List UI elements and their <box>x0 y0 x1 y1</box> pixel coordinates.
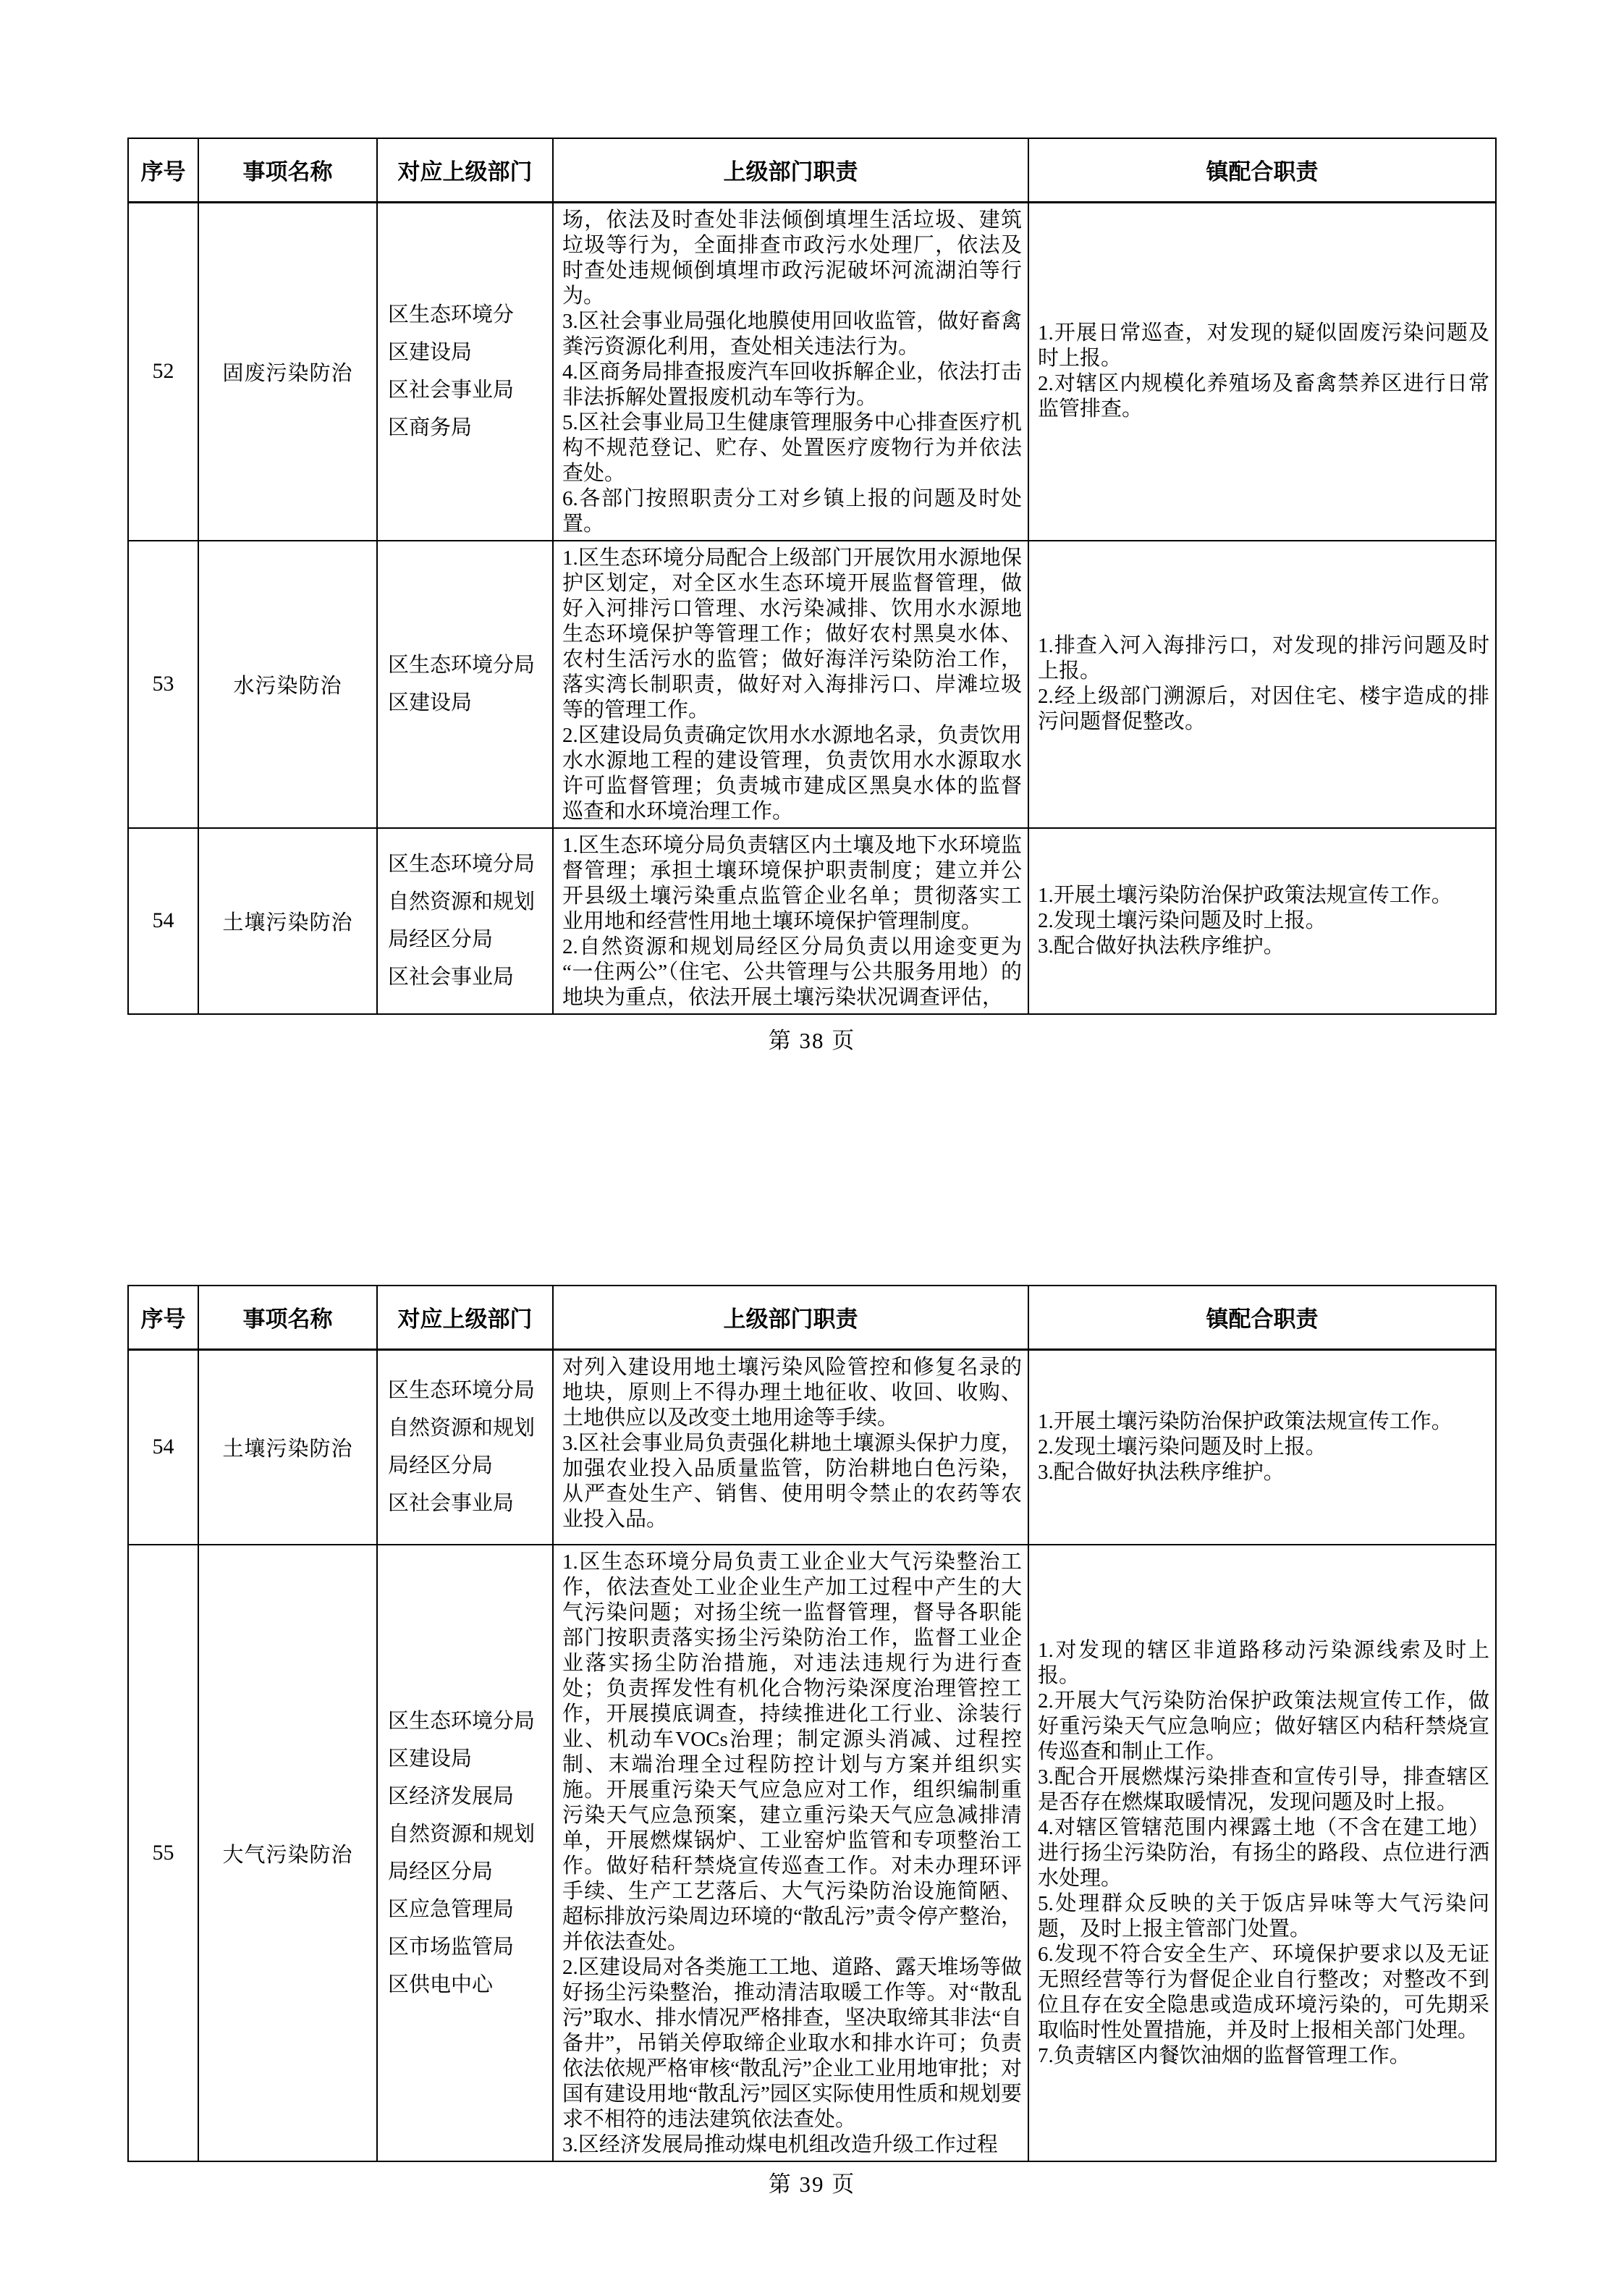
text-line: 2.自然资源和规划局经区分局负责以用途变更为“一住两公”（住宅、公共管理与公共服务用地）的地块为重点，依法开展土壤污染状况调查评估， <box>562 934 1022 1009</box>
table-row-52 <box>128 202 1496 541</box>
text-line: 3.配合做好执法秩序维护。 <box>1038 1460 1285 1484</box>
text-line: 区社会事业局 <box>388 966 515 989</box>
table-row-55 <box>128 1545 1496 2161</box>
page-number-38: 第 38 页 <box>768 1028 856 1053</box>
text-line: 3.区经济发展局推动煤电机组改造升级工作过程 <box>562 2133 998 2156</box>
item-name-cell: 固废污染防治 <box>198 202 377 541</box>
text-line: 2.发现土壤污染问题及时上报。 <box>1038 1435 1327 1459</box>
text-line: 2.开展大气污染防治保护政策法规宣传工作，做好重污染天气应急响应；做好辖区内秸秆禁烧宣传巡查和制止工作。 <box>1038 1689 1489 1763</box>
departments-cell <box>377 1545 553 2161</box>
text-line: 1.对发现的辖区非道路移动污染源线索及时上报。 <box>1038 1638 1489 1687</box>
item-name-cell: 土壤污染防治 <box>198 1349 377 1545</box>
departments-cell <box>377 828 553 1014</box>
text-line: 1.排查入河入海排污口，对发现的排污问题及时上报。 <box>1038 634 1489 683</box>
text-line: 4.区商务局排查报废汽车回收拆解企业，依法打击非法拆解处置报废机动车等行为。 <box>562 360 1022 409</box>
row-number-cell: 54 <box>128 828 198 1014</box>
text-line: 2.发现土壤污染问题及时上报。 <box>1038 908 1327 932</box>
header-item-name: 事项名称 <box>198 138 377 202</box>
text-line: 区建设局 <box>388 341 473 364</box>
superior-duties-cell <box>553 541 1028 828</box>
text-line: 3.区社会事业局强化地膜使用回收监管，做好畜禽粪污资源化利用，查处相关违法行为。 <box>562 309 1022 358</box>
town-duties-cell <box>1028 1349 1496 1545</box>
text-line: 自然资源和规划局经区分局 <box>388 1823 536 1883</box>
text-line: 1.区生态环境分局负责工业企业大气污染整治工作，依法查处工业企业生产加工过程中产生的大气污染问题；对扬尘统一监督管理，督导各职能部门按职责落实扬尘污染防治工作，监督工业企业落实扬尘防治措施，对违法违规行为进行查处；负责挥发性有机化合物污染深度治理管控工作，开展摸底调查，持续推进化工行业、涂装行业、机动车VOCs治理；制定源头消减、过程控制、末端治理全过程防控计划与方案并组织实施。开展重污染天气应急应对工作，组织编制重污染天气应急预案，建立重污染天气应急减排清单，开展燃煤锅炉、工业窑炉监管和专项整治工作。做好秸秆禁烧宣传巡查工作。对未办理环评手续、生产工艺落后、大气污染防治设施简陋、超标排放污染周边环境的“散乱污”责令停产整治，并依法查处。 <box>562 1550 1022 1954</box>
text-line: 1.区生态环境分局负责辖区内土壤及地下水环境监督管理；承担土壤环境保护职责制度；建立并公开县级土壤污染重点监管企业名单；贯彻落实工业用地和经营性用地土壤环境保护管理制度。 <box>562 833 1022 933</box>
text-line: 区生态环境分局 <box>388 853 536 876</box>
text-line: 区商务局 <box>388 416 473 439</box>
header-town-duty: 镇配合职责 <box>1028 138 1496 202</box>
text-line: 5.区社会事业局卫生健康管理服务中心排查医疗机构不规范登记、贮存、处置医疗废物行为并依法查处。 <box>562 410 1022 485</box>
header-superior-duty: 上级部门职责 <box>553 138 1028 202</box>
text-line: 区生态环境分局 <box>388 1379 536 1403</box>
header-seq: 序号 <box>128 1286 198 1349</box>
departments-cell <box>377 541 553 828</box>
text-line: 5.处理群众反映的关于饭店异味等大气污染问题，及时上报主管部门处置。 <box>1038 1891 1489 1941</box>
text-line: 自然资源和规划局经区分局 <box>388 1417 536 1478</box>
header-item-name: 事项名称 <box>198 1286 377 1349</box>
text-line: 区社会事业局 <box>388 1492 515 1516</box>
superior-duties-cell <box>553 828 1028 1014</box>
town-duties-cell <box>1028 828 1496 1014</box>
text-line: 对列入建设用地土壤污染风险管控和修复名录的地块，原则上不得办理土地征收、收回、收购、土地供应以及改变土地用途等手续。 <box>562 1355 1022 1430</box>
text-line: 4.对辖区管辖范围内裸露土地（不含在建工地）进行扬尘污染防治，有扬尘的路段、点位进行洒水处理。 <box>1038 1815 1489 1890</box>
text-line: 3.配合做好执法秩序维护。 <box>1038 934 1285 958</box>
text-line: 区应急管理局 <box>388 1898 515 1921</box>
departments-cell <box>377 202 553 541</box>
row-number-cell: 53 <box>128 541 198 828</box>
departments-cell <box>377 1349 553 1545</box>
text-line: 3.配合开展燃煤污染排查和宣传引导，排查辖区是否存在燃煤取暖情况，发现问题及时上报。 <box>1038 1765 1489 1814</box>
text-line: 区市场监管局 <box>388 1936 515 1959</box>
row-number-cell: 54 <box>128 1349 198 1545</box>
town-duties-cell <box>1028 202 1496 541</box>
text-line: 区生态环境分 <box>388 303 515 326</box>
text-line: 1.开展日常巡查，对发现的疑似固废污染问题及时上报。 <box>1038 321 1489 370</box>
text-line: 6.发现不符合安全生产、环境保护要求以及无证无照经营等行为督促企业自行整改；对整改不到位且存在安全隐患或造成环境污染的，可先期采取临时性处置措施，并及时上报相关部门处理。 <box>1038 1942 1489 2042</box>
text-line: 2.区建设局负责确定饮用水水源地名录，负责饮用水水源地工程的建设管理，负责饮用水水源取水许可监督管理；负责城市建成区黑臭水体的监督巡查和水环境治理工作。 <box>562 723 1022 823</box>
superior-duties-cell <box>553 1545 1028 2161</box>
text-line: 1.开展土壤污染防治保护政策法规宣传工作。 <box>1038 883 1452 907</box>
header-town-duty: 镇配合职责 <box>1028 1286 1496 1349</box>
text-line: 1.开展土壤污染防治保护政策法规宣传工作。 <box>1038 1409 1452 1433</box>
text-line: 7.负责辖区内餐饮油烟的监督管理工作。 <box>1038 2043 1411 2067</box>
header-superior-dept: 对应上级部门 <box>377 1286 553 1349</box>
text-line: 场，依法及时查处非法倾倒填埋生活垃圾、建筑垃圾等行为，全面排查市政污水处理厂，依法及时查处违规倾倒填埋市政污泥破坏河流湖泊等行为。 <box>562 208 1022 308</box>
table-row-54 <box>128 828 1496 1014</box>
text-line: 2.区建设局对各类施工工地、道路、露天堆场等做好扬尘污染整治，推动清洁取暖工作等。对“散乱污”取水、排水情况严格排查，坚决取缔其非法“自备井”，吊销关停取缔企业取水和排水许可；负责依法依规严格审核“散乱污”企业工业用地审批；对国有建设用地“散乱污”园区实际使用性质和规划要求不相符的违法建筑依法查处。 <box>562 1956 1022 2131</box>
town-duties-cell <box>1028 541 1496 828</box>
item-name-cell: 水污染防治 <box>198 541 377 828</box>
text-line: 2.经上级部门溯源后，对因住宅、楼宇造成的排污问题督促整改。 <box>1038 685 1489 733</box>
header-superior-duty: 上级部门职责 <box>553 1286 1028 1349</box>
header-seq: 序号 <box>128 138 198 202</box>
text-line: 区建设局 <box>388 1747 473 1770</box>
duty-table-page-39 <box>127 1285 1497 2162</box>
text-line: 区经济发展局 <box>388 1785 515 1808</box>
table-header-row <box>128 138 1496 202</box>
table-header-row <box>128 1286 1496 1349</box>
text-line: 区生态环境分局 <box>388 654 536 677</box>
row-number-cell: 52 <box>128 202 198 541</box>
superior-duties-cell <box>553 1349 1028 1545</box>
table-row-54-continued <box>128 1349 1496 1545</box>
page-number-39: 第 39 页 <box>768 2172 856 2197</box>
text-line: 区社会事业局 <box>388 379 515 402</box>
text-line: 6.各部门按照职责分工对乡镇上报的问题及时处置。 <box>562 486 1022 536</box>
header-superior-dept: 对应上级部门 <box>377 138 553 202</box>
town-duties-cell <box>1028 1545 1496 2161</box>
superior-duties-cell <box>553 202 1028 541</box>
item-name-cell: 大气污染防治 <box>198 1545 377 2161</box>
text-line: 1.区生态环境分局配合上级部门开展饮用水源地保护区划定，对全区水生态环境开展监督管理，做好入河排污口管理、水污染减排、饮用水水源地生态环境保护等管理工作；做好农村黑臭水体、农村生活污水的监管；做好海洋污染防治工作，落实湾长制职责，做好对入海排污口、岸滩垃圾等的管理工作。 <box>562 546 1022 722</box>
text-line: 自然资源和规划局经区分局 <box>388 890 536 951</box>
table-row-53 <box>128 541 1496 828</box>
text-line: 2.对辖区内规模化养殖场及畜禽禁养区进行日常监管排查。 <box>1038 372 1489 421</box>
text-line: 区建设局 <box>388 691 473 714</box>
duty-table-page-38 <box>127 138 1497 1015</box>
item-name-cell: 土壤污染防治 <box>198 828 377 1014</box>
text-line: 区供电中心 <box>388 1973 494 1996</box>
text-line: 3.区社会事业局负责强化耕地土壤源头保护力度，加强农业投入品质量监管，防治耕地白色污染，从严查处生产、销售、使用明令禁止的农药等农业投入品。 <box>562 1431 1022 1531</box>
text-line: 区生态环境分局 <box>388 1710 536 1733</box>
row-number-cell: 55 <box>128 1545 198 2161</box>
